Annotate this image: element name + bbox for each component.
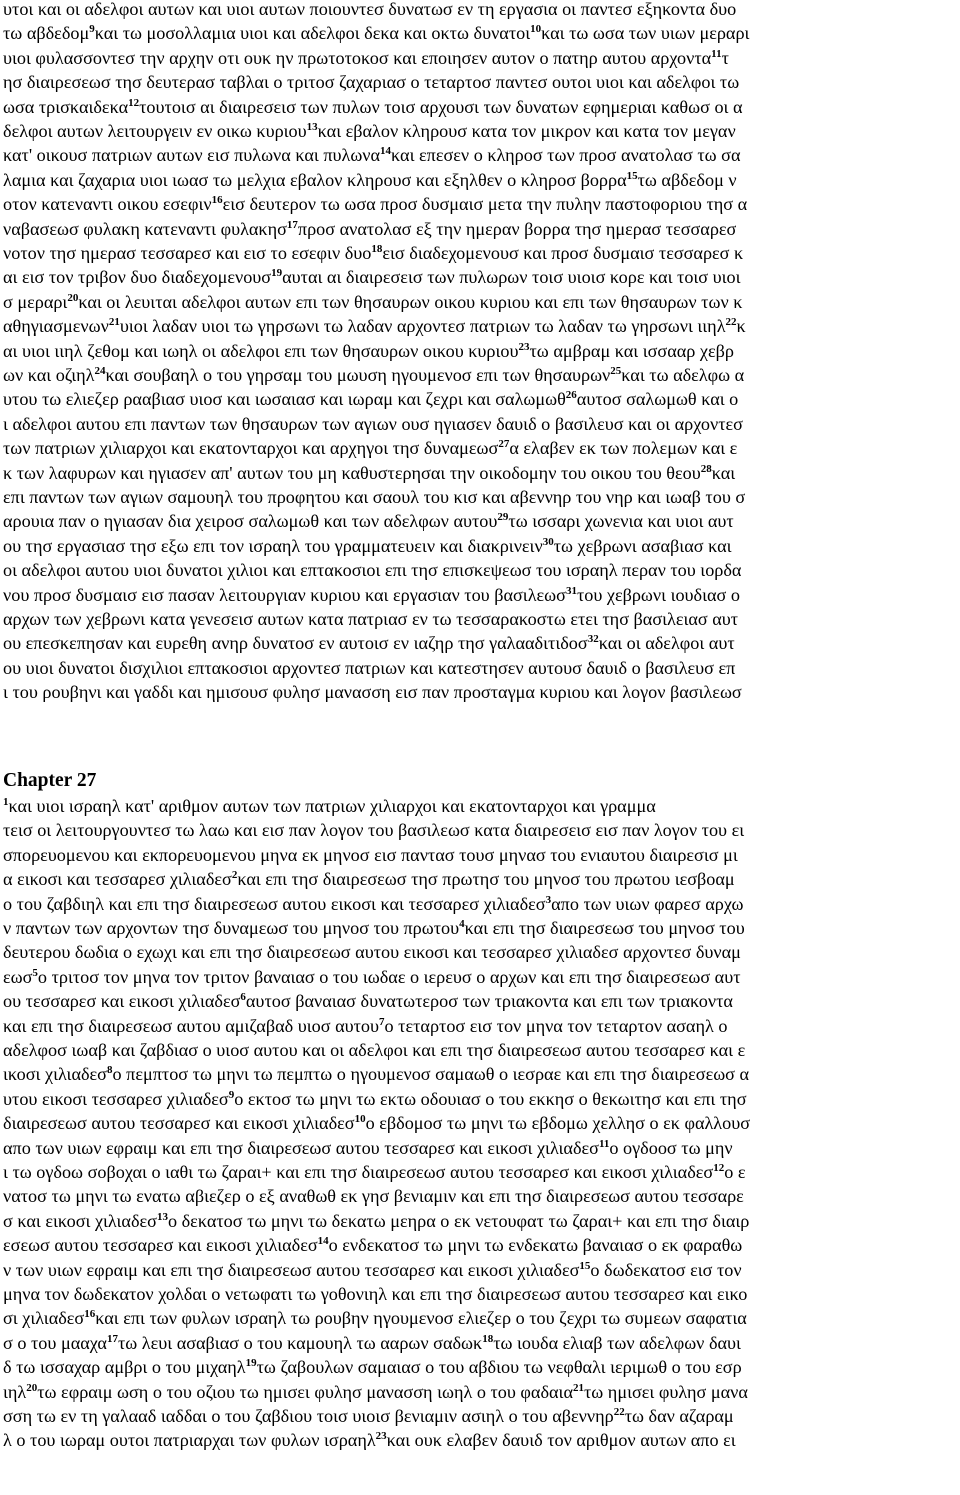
verse-text: τ — [721, 47, 729, 68]
verse-text: τω αβδεδομ — [3, 23, 90, 44]
verse-text: ου τεσσαρεσ και εικοσι χιλιαδεσ — [3, 991, 241, 1012]
verse-text: ων και οζιηλ — [3, 365, 95, 385]
verse-number: 12 — [128, 96, 140, 109]
verse-text: ι του ρουβηνι και γαδδι και ημισουσ φυλησ μανασση εισ παν προσταγμα κυριου και λογον βασιλεωσ — [3, 682, 742, 703]
text-line — [3, 794, 957, 818]
verse-text: ο του ζαβδιηλ και επι τησ διαιρεσεωσ αυτου εικοσι και τεσσαρεσ χιλιαδεσ — [3, 893, 546, 914]
text-line — [3, 558, 957, 582]
verse-text: κ των λαφυρων και ηγιασεν απ' αυτων του μη καθυστερησαι την οικοδομην του οικου του θεου — [3, 462, 701, 483]
verse-number: 10 — [530, 23, 542, 36]
verse-text: ι τω ογδοω σοβοχαι ο ιαθι τω ζαραι+ και επι τησ διαιρεσεωσ αυτου τεσσαρεσ και εικοσι χιλιαδεσ — [3, 1162, 714, 1182]
verse-text: κατ' οικουσ πατριων αυτων εισ πυλωνα και πυλωνα — [3, 145, 381, 166]
text-line — [3, 1160, 957, 1184]
verse-text: επι παντων των αγιων σαμουηλ του προφητου και σαουλ του κισ και αβεννηρ του νηρ και ιωαβ του σ — [3, 487, 746, 507]
verse-number: 19 — [271, 267, 283, 280]
verse-text: τω ιουδα ελιαβ των αδελφων δαυι — [493, 1332, 741, 1353]
text-line — [3, 509, 957, 533]
text-line — [3, 843, 957, 867]
text-line — [3, 1014, 957, 1038]
text-line — [3, 143, 957, 167]
verse-number: 1 — [3, 796, 9, 808]
verse-text: υτου τω ελιεζερ ρααβιασ υιοσ και ιωσαιασ και ιωραμ και ζεχρι και σαλωμωθ — [3, 389, 566, 410]
text-line — [3, 217, 957, 241]
verse-number: 17 — [106, 1332, 118, 1345]
text-line — [3, 0, 957, 21]
verse-text: α ελαβεν εκ των πολεμων και ε — [509, 438, 738, 459]
text-line — [3, 1111, 957, 1135]
verse-text: και οι λευιται αδελφοι αυτων επι των θησαυρων οικου κυριου και επι των θησαυρων των κ — [78, 291, 743, 312]
verse-text: και υιοι ισραηλ κατ' αριθμον αυτων των πατριων χιλιαρχοι και εκατονταρχοι και γραμμα — [8, 796, 656, 816]
verse-text: ικοσι χιλιαδεσ — [3, 1064, 107, 1085]
verse-text: ησ διαιρεσεωσ τησ δευτερασ ταβλαι ο τριτοσ ζαχαριασ ο τεταρτοσ παντεσ ουτοι υιοι και αδελφοι τω — [3, 72, 740, 93]
verse-text: σ και εικοσι χιλιαδεσ — [3, 1210, 157, 1231]
verse-number: 3 — [545, 893, 552, 906]
verse-number: 13 — [156, 1210, 168, 1223]
text-line — [3, 631, 957, 655]
verse-text: απο των υιων φαρεσ αρχω — [551, 893, 744, 914]
verse-number: 22 — [613, 1406, 625, 1418]
verse-text: τω δαν αζαραμ — [624, 1406, 734, 1426]
text-line — [3, 965, 957, 989]
text-line — [3, 534, 957, 558]
verse-text: ο τεταρτοσ εισ τον μηνα τον τεταρτον ασαηλ ο — [384, 1015, 728, 1036]
verse-text: ου επεσκεπησαν και ευρεθη ανηρ δυνατοσ εν αυτοισ εν ιαζηρ τησ γαλααδιτιδοσ — [3, 633, 588, 654]
text-line — [3, 1038, 957, 1062]
verse-text: και τω ωσα των υιων μεραρι — [541, 23, 750, 44]
text-line — [3, 339, 957, 363]
verse-number: 9 — [228, 1088, 235, 1101]
verse-number: 5 — [32, 966, 38, 979]
text-line — [3, 1233, 957, 1257]
verse-text: τω αβδεδομ ν — [637, 169, 737, 190]
verse-text: νοτον τησ ημερασ τεσσαρεσ και εισ το εσεφιν δυο — [3, 243, 372, 263]
text-line — [3, 1355, 957, 1379]
verse-number: 31 — [565, 584, 577, 597]
text-line — [3, 21, 957, 45]
verse-number: 15 — [626, 169, 638, 182]
verse-number: 2 — [231, 869, 238, 882]
verse-text: σ μεραρι — [3, 291, 68, 312]
verse-text: αι υιοι ιιηλ ζεθομ και ιωηλ οι αδελφοι επι των θησαυρων οικου κυριου — [3, 340, 519, 361]
verse-number: 27 — [498, 438, 510, 451]
verse-number: 7 — [379, 1015, 385, 1028]
verse-text: ναβασεωσ φυλακη κατεναντι φυλακησ — [3, 218, 287, 239]
verse-text: σι χιλιαδεσ — [3, 1308, 85, 1329]
text-line — [3, 1209, 957, 1233]
verse-text: υιοι φυλασσοντεσ την αρχην οτι ουκ ην πρωτοτοκοσ και εποιησεν αυτον ο πατηρ αυτου αρχοντα — [3, 47, 712, 68]
verse-number: 29 — [497, 511, 509, 524]
verse-number: 4 — [459, 918, 465, 930]
text-line — [3, 583, 957, 607]
text-line — [3, 387, 957, 411]
verse-text: λαμια και ζαχαρια υιοι ιωασ τω μελχια εβαλον κληρουσ και εξηλθεν ο κληροσ βορρα — [3, 169, 627, 190]
verse-text: ωσα τρισκαιδεκα — [3, 96, 129, 117]
verse-text: και εβαλον κληρουσ κατα τον μικρον και κατα τον μεγαν — [317, 121, 736, 141]
verse-number: 6 — [240, 991, 246, 1004]
text-line — [3, 436, 957, 460]
verse-text: ο τριτοσ τον μηνα τον τριτον βαναιασ ο του ιωδαε ο ιερευσ ο αρχων και επι τησ διαιρεσεωσ αυτ — [37, 966, 741, 987]
verse-text: σ ο του μααχα — [3, 1332, 107, 1353]
verse-text: υιοι λαδαν υιοι τω γηρσωνι τω λαδαν αρχοντεσ πατριων τω λαδαν τω γηρσωνι ιιηλ — [119, 316, 726, 337]
verse-text: δευτερου δωδια ο εχωχι και επι τησ διαιρεσεωσ αυτου εικοσι και τεσσαρεσ χιλιαδεσ αρχοντεσ δυναμ — [3, 942, 741, 963]
verse-text: ο ενδεκατοσ τω μηνι τω ενδεκατω βαναιασ ο εκ φαραθω — [328, 1235, 743, 1256]
verse-text: ο δεκατοσ τω μηνι τω δεκατω μεηρα ο εκ νετουφατ τω ζαραι+ και επι τησ διαιρ — [167, 1210, 750, 1231]
verse-text: αθηγιασμενων — [3, 316, 109, 337]
text-line — [3, 1282, 957, 1306]
verse-text: και επεσεν ο κληροσ των προσ ανατολασ τω σα — [391, 145, 741, 166]
verse-text: και — [711, 462, 736, 483]
verse-number: 32 — [587, 633, 599, 646]
text-line — [3, 916, 957, 940]
verse-number: 22 — [725, 316, 737, 329]
verse-number: 24 — [94, 365, 106, 377]
verse-number: 8 — [107, 1064, 113, 1077]
verse-number: 12 — [713, 1162, 725, 1174]
verse-text: δελφοι αυτων λειτουργειν εν οικω κυριου — [3, 121, 307, 141]
verse-text: τω ζαβουλων σαμαιασ ο του αβδιου τω νεφθαλι ιεριμωθ ο του εσρ — [256, 1357, 742, 1378]
verse-text: προσ ανατολασ εξ την ημεραν βορρα τησ ημερασ τεσσαρεσ — [297, 218, 737, 239]
verse-text: και τω αδελφω α — [621, 365, 745, 385]
text-line — [3, 1136, 957, 1160]
text-line — [3, 867, 957, 891]
verse-text: νου προσ δυσμαισ εισ πασαν λειτουργιαν κυριου και εργασιαν του βασιλεωσ — [3, 584, 566, 605]
verse-text: τεισ οι λειτουργουντεσ τω λαω και εισ παν λογον του βασιλεωσ κατα διαιρεσεισ εισ παν λογον του ει — [3, 820, 745, 841]
text-line — [3, 940, 957, 964]
text-line — [3, 1087, 957, 1111]
verse-text: τω χεβρωνι ασαβιασ και — [553, 535, 732, 556]
verse-number: 11 — [711, 47, 722, 60]
text-line — [3, 1404, 957, 1428]
verse-text: αυτοσ σαλωμωθ και ο — [576, 389, 739, 410]
verse-text: ου υιοι δυνατοι δισχιλιοι επτακοσιοι αρχοντεσ πατριων και κατεστησεν αυτουσ δαυιδ ο βασιλευσ επ — [3, 657, 736, 678]
verse-number: 25 — [610, 365, 622, 377]
verse-text: ο εβδομοσ τω μηνι τω εβδομω χελλησ ο εκ φαλλουσ — [365, 1113, 751, 1134]
verse-text: οι αδελφοι αυτου υιοι δυνατοι χιλιοι και επτακοσιοι επι τησ επισκεψεωσ του ισραηλ περαν του ιορδα — [3, 560, 742, 581]
verse-text: ου τησ εργασιασ τησ εξω επι τον ισραηλ του γραμματευειν και διακρινειν — [3, 535, 543, 556]
verse-number: 30 — [542, 535, 554, 548]
text-line — [3, 119, 957, 143]
verse-text: ο ογδοοσ τω μην — [609, 1137, 733, 1158]
verse-number: 20 — [67, 291, 79, 304]
verse-number: 16 — [84, 1308, 96, 1321]
verse-text: τω ισσαρι χωνενια και υιοι αυτ — [508, 511, 734, 532]
verse-text: ν των υιων εφραιμ και επι τησ διαιρεσεωσ αυτου τεσσαρεσ και εικοσι χιλιαδεσ — [3, 1259, 580, 1280]
verse-text: οτον κατεναντι οικου εσεφιν — [3, 194, 212, 215]
text-line — [3, 241, 957, 265]
verse-text: και επι τησ διαιρεσεωσ αυτου αμιζαβαδ υιοσ αυτου — [3, 1015, 380, 1036]
verse-text: αρχων των χεβρωνι κατα γενεσεισ αυτων κατα πατριασ εν τω τεσσαρακοστω ετει τησ βασιλειασ αυτ — [3, 609, 739, 629]
verse-text: σση τω εν τη γαλααδ ιαδδαι ο του ζαβδιου τοισ υιοισ βενιαμιν ασιηλ ο του αβεννηρ — [3, 1406, 614, 1426]
text-line — [3, 95, 957, 119]
text-line — [3, 1062, 957, 1086]
verse-text: ο εκτοσ τω μηνι τω εκτω οδουιασ ο του εκκησ ο θεκωιτησ και επι τησ — [234, 1088, 747, 1109]
verse-text: μηνα τον δωδεκατον χολδαι ο νετωφατι τω γοθονιηλ και επι τησ διαιρεσεωσ αυτου τεσσαρεσ και εικο — [3, 1284, 748, 1304]
verse-text: απο των υιων εφραιμ και επι τησ διαιρεσεωσ αυτου τεσσαρεσ και εικοσι χιλιαδεσ — [3, 1137, 599, 1158]
text-line — [3, 265, 957, 289]
verse-text: αι εισ τον τριβον δυο διαδεχομενουσ — [3, 267, 272, 288]
verse-text: των πατριων χιλιαρχοι και εκατονταρχοι και αρχηγοι τησ δυναμεωσ — [3, 438, 499, 459]
verse-number: 14 — [380, 145, 392, 158]
text-line — [3, 607, 957, 631]
verse-text: υτου εικοσι τεσσαρεσ χιλιαδεσ — [3, 1088, 229, 1109]
text-line — [3, 1380, 957, 1404]
verse-text: ο δωδεκατοσ εισ τον — [590, 1259, 742, 1280]
verse-number: 18 — [482, 1332, 494, 1345]
verse-text: τουτοισ αι διαιρεσεισ των πυλων τοισ αρχουσι των δυνατων εφημεριαι καθωσ οι α — [139, 96, 743, 117]
text-line — [3, 1258, 957, 1282]
verse-text: υτοι και οι αδελφοι αυτων και υιοι αυτων ποιουντεσ δυνατωσ εν τη εργασια οι παντεσ εξηκοντα δυο — [3, 0, 737, 19]
verse-text: αδελφοσ ιωαβ και ζαβδιασ ο υιοσ αυτου και οι αδελφοι και επι τησ διαιρεσεωσ αυτου τεσσαρεσ και ε — [3, 1040, 746, 1060]
verse-number: 26 — [565, 389, 577, 402]
text-line — [3, 680, 957, 704]
verse-text: και ουκ ελαβεν δαυιδ τον αριθμον αυτων απο ει — [386, 1430, 736, 1451]
verse-number: 21 — [572, 1381, 584, 1394]
text-line — [3, 168, 957, 192]
verse-text: εισ δευτερον τω ωσα προσ δυσμαισ μετα την πυλην παστοφοριου τησ α — [222, 194, 748, 215]
verse-number: 18 — [371, 243, 383, 255]
verse-number: 28 — [700, 462, 712, 475]
verse-number: 23 — [518, 340, 530, 353]
verse-text: και σουβαηλ ο του γηρσαμ του μωυση ηγουμενοσ επι των θησαυρων — [105, 365, 611, 385]
verse-text: ο πεμπτοσ τω μηνι τω πεμπτω ο ηγουμενοσ σαμαωθ ο ιεσραε και επι τησ διαιρεσεωσ α — [112, 1064, 750, 1085]
verse-text: και επι τησ διαιρεσεωσ τησ πρωτησ του μηνοσ του πρωτου ιεσβοαμ — [237, 869, 735, 890]
verse-text: εισ διαδεχομενουσ και προσ δυσμαισ τεσσαρεσ κ — [382, 243, 744, 263]
verse-text: ν παντων των αρχοντων τησ δυναμεωσ του μηνοσ του πρωτου — [3, 918, 460, 938]
verse-number: 13 — [306, 121, 318, 133]
chapter-heading: Chapter 27 — [3, 770, 97, 791]
verse-number: 23 — [375, 1430, 387, 1443]
verse-text: τω λευι ασαβιασ ο του καμουηλ τω ααρων σαδωκ — [117, 1332, 483, 1353]
text-line — [3, 192, 957, 216]
text-line — [3, 1428, 957, 1452]
verse-text: α εικοσι και τεσσαρεσ χιλιαδεσ — [3, 869, 232, 890]
verse-number: 9 — [89, 23, 95, 36]
verse-text: δ τω ισσαχαρ αμβρι ο του μιχαηλ — [3, 1357, 246, 1378]
verse-text: λ ο του ιωραμ ουτοι πατριαρχαι των φυλων ισραηλ — [3, 1430, 376, 1451]
text-line — [3, 989, 957, 1013]
text-line — [3, 290, 957, 314]
text-line — [3, 461, 957, 485]
text-line — [3, 70, 957, 94]
text-line — [3, 412, 957, 436]
text-line — [3, 892, 957, 916]
verse-text: σπορευομενου και εκπορευομενου μηνα εκ μηνοσ εισ παντασ τουσ μηνασ του ενιαυτου διαιρεσισ μι — [3, 844, 738, 865]
verse-text: νατοσ τω μηνι τω ενατω αβιεζερ ο εξ αναθωθ εκ γησ βενιαμιν και επι τησ διαιρεσεωσ αυτου τεσσαρε — [3, 1186, 744, 1207]
text-line — [3, 485, 957, 509]
text-line — [3, 818, 957, 842]
verse-text: κ — [736, 316, 746, 337]
verse-text: τω ημισει φυλησ μανα — [583, 1381, 748, 1402]
verse-text: και επι τησ διαιρεσεωσ του μηνοσ του — [464, 918, 745, 938]
verse-number: 19 — [245, 1357, 257, 1370]
text-line — [3, 1331, 957, 1355]
verse-text: ιηλ — [3, 1381, 27, 1402]
verse-text: αυτοσ βαναιασ δυνατωτεροσ των τριακοντα και επι των τριακοντα — [245, 991, 733, 1012]
verse-text: και τω μοσολλαμια υιοι και αδελφοι δεκα και οκτω δυνατοι — [94, 23, 531, 44]
text-line — [3, 656, 957, 680]
verse-number: 16 — [211, 194, 223, 207]
verse-text: αρουια παν ο ηγιασαν δια χειροσ σαλωμωθ και των αδελφων αυτου — [3, 511, 498, 532]
text-line — [3, 314, 957, 338]
verse-number: 10 — [354, 1113, 366, 1126]
verse-text: τω εφραιμ ωση ο του οζιου τω ημισει φυλησ μανασση ιωηλ ο του φαδαια — [37, 1381, 573, 1402]
verse-text: και οι αδελφοι αυτ — [598, 633, 735, 654]
text-line — [3, 1306, 957, 1330]
verse-number: 21 — [108, 316, 120, 329]
verse-text: και επι των φυλων ισραηλ τω ρουβην ηγουμενοσ ελιεζερ ο του ζεχρι τω συμεων σαφατια — [95, 1308, 747, 1329]
verse-text: τω αμβραμ και ισσααρ χεβρ — [529, 340, 734, 361]
verse-text: του χεβρωνι ιουδιασ ο — [576, 584, 740, 605]
verse-text: ο ε — [724, 1162, 746, 1182]
verse-text: ι αδελφοι αυτου επι παντων των θησαυρων των αγιων ουσ ηγιασεν δαυιδ ο βασιλευσ και οι αρχοντεσ — [3, 413, 743, 434]
verse-text: εωσ — [3, 966, 33, 987]
verse-number: 15 — [579, 1259, 591, 1272]
verse-number: 20 — [26, 1381, 38, 1394]
verse-text: εσεωσ αυτου τεσσαρεσ και εικοσι χιλιαδεσ — [3, 1235, 318, 1256]
text-line — [3, 363, 957, 387]
verse-number: 14 — [317, 1235, 329, 1248]
verse-number: 11 — [598, 1137, 610, 1150]
verse-text: διαιρεσεωσ αυτου τεσσαρεσ και εικοσι χιλιαδεσ — [3, 1113, 355, 1134]
verse-text: αυται αι διαιρεσεισ των πυλωρων τοισ υιοισ κορε και τοισ υιοι — [282, 267, 741, 288]
text-line — [3, 1184, 957, 1208]
text-line — [3, 46, 957, 70]
verse-number: 17 — [286, 218, 298, 231]
